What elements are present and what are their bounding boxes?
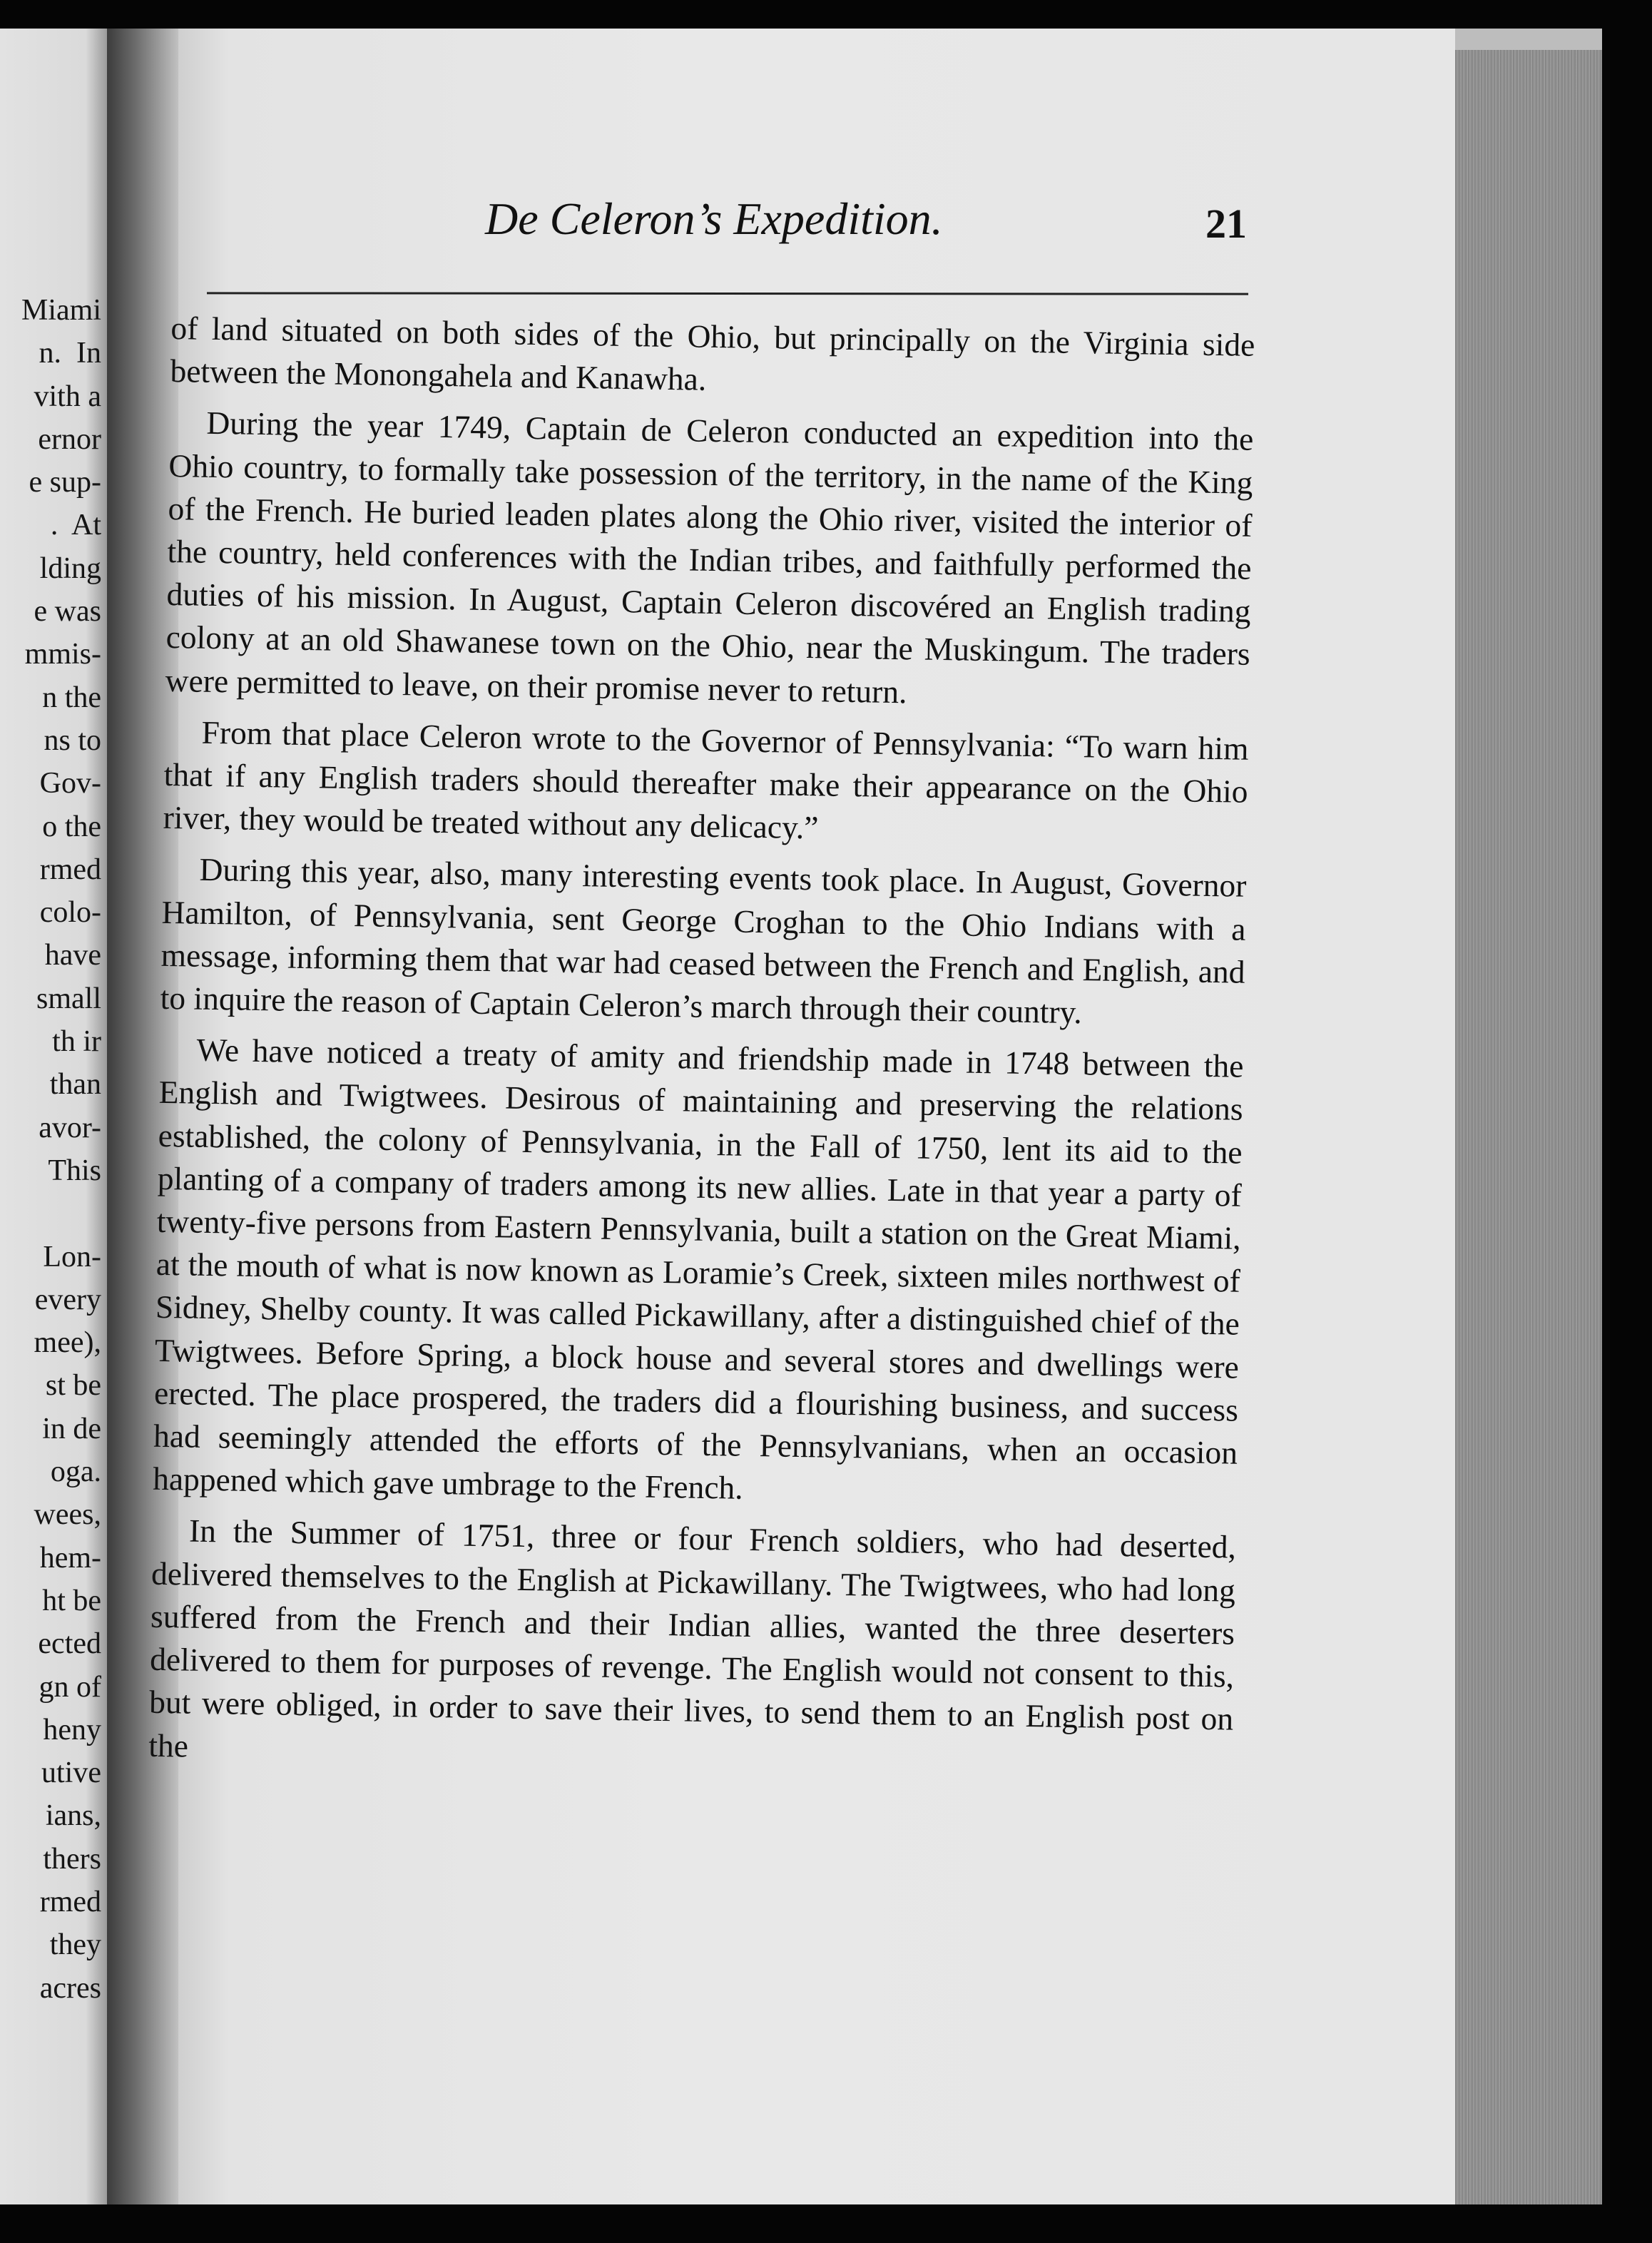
left-page-line: heny — [43, 1713, 101, 1746]
left-page-line: th ir — [52, 1025, 101, 1059]
left-page-line: they — [49, 1928, 101, 1962]
paragraph-pickawillany: We have noticed a treaty of amity and friendship made in 1748 between the English and Twigtwees. Desirous of maintaining and preserving the relations established, the colony of Pennsylvania, in the Fall of 1750, lent its aid to the planting of a company of traders among its new allies. Late in that year a party of twenty-five persons from Eastern Pennsylvania, built a station on the Great Miami, at the mouth of what is now known as Loramie’s Creek, sixteen miles northwest of Sidney, Shelby county. It was called Pickawillany, after a distinguished chief of the Twigtwees. Before Spring, a block house and several stores and dwellings were erected. The place prospered, the traders did a flourishing business, and success had seemingly attended the efforts of the Pennsylvanians, when an occasion happened which gave umbrage to the French. — [152, 1031, 1244, 1507]
left-page-line: utive — [41, 1756, 101, 1790]
left-page-line: lding — [39, 551, 101, 585]
left-page-line: mmis- — [24, 638, 101, 671]
left-facing-page — [0, 29, 107, 2204]
page-number: 21 — [1205, 200, 1247, 247]
left-page-line: ected — [38, 1627, 101, 1661]
page-edges — [1455, 50, 1602, 2204]
left-page-line: small — [36, 982, 101, 1015]
paragraph-letter-to-governor: From that place Celeron wrote to the Governor of Pennsylvania: “To warn him that if any English traders should thereafter make their appearance on the Ohio river, they would be treated without any delicacy.” — [163, 713, 1249, 846]
left-page-line: avor- — [39, 1111, 101, 1144]
left-page-line: rmed — [39, 1885, 101, 1918]
left-page-line: e sup- — [29, 466, 101, 499]
left-page-line: e was — [34, 595, 101, 629]
left-page-line: have — [44, 939, 101, 972]
left-page-line: oga. — [50, 1455, 101, 1489]
paragraph-celeron-expedition: During the year 1749, Captain de Celeron conducted an expedition into the Ohio country, to formally take possession of the territory, in the name of the King of the French. He buried leaden plates along the Ohio river, visited the interior of the country, held conferences with the Indian tribes, and faithfully performed the duties of his mission. In August, Captain Celeron discovéred an English trading colony at an old Shawanese town on the Ohio, near the Muskingum. The traders were permitted to leave, on their promise never to return. — [165, 405, 1254, 710]
paragraph-continued: of land situated on both sides of the Ohio, but principally on the Virginia side between the Monongahela and Kanawha. — [170, 309, 1255, 397]
left-page-line: o the — [42, 810, 101, 843]
left-page-line: st be — [45, 1369, 101, 1403]
left-page-line: This — [48, 1154, 101, 1187]
left-page-line: every — [34, 1283, 101, 1316]
left-page-line: Gov- — [39, 767, 101, 800]
left-page-line: . At — [50, 509, 101, 542]
left-page-line: ernor — [38, 422, 101, 456]
left-page-line: in de — [42, 1412, 101, 1445]
left-page-line: Lon- — [43, 1240, 101, 1273]
left-page-line: n. In — [39, 337, 101, 370]
left-page-line: hem- — [39, 1541, 101, 1575]
left-page-line: acres — [39, 1971, 101, 2005]
left-page-line: ns to — [44, 723, 101, 757]
left-page-text — [21, 289, 101, 2010]
page-header — [178, 193, 1248, 271]
left-page-line — [21, 1192, 101, 1235]
left-page-line: gn of — [39, 1670, 101, 1704]
running-head: De Celeron’s Expedition. — [485, 193, 943, 244]
left-page-line: thers — [43, 1842, 101, 1876]
paragraph-deserters: In the Summer of 1751, three or four French soldiers, who had deserted, delivered themselves to the English at Pickawillany. The Twigtwees, who had long suffered from the French and their Indian allies, wanted the three deserters delivered to them for purposes of revenge. The English would not consent to this, but were obliged, in order to save their lives, to send them to an English post on the — [148, 1512, 1237, 1764]
left-page-line: ians, — [45, 1799, 101, 1833]
left-page-line: ht be — [42, 1584, 101, 1617]
left-page-line: vith a — [34, 380, 101, 413]
paragraph-croghan-message: During this year, also, many interesting events took place. In August, Governor Hamilton, of Pennsylvania, sent George Croghan to the Ohio Indians with a message, informing them that war had ceased between the French and English, and to inquire the reason of Captain Celeron’s march through their country. — [160, 851, 1247, 1031]
left-page-line: rmed — [39, 853, 101, 886]
left-page-line: colo- — [39, 896, 101, 930]
left-page-line: wees, — [34, 1498, 101, 1532]
left-page-line: than — [49, 1068, 101, 1102]
left-page-line: n the — [42, 681, 101, 714]
left-page-line: mee), — [34, 1326, 101, 1360]
left-page-line: Miami — [21, 294, 101, 327]
body-text — [148, 307, 1255, 1792]
